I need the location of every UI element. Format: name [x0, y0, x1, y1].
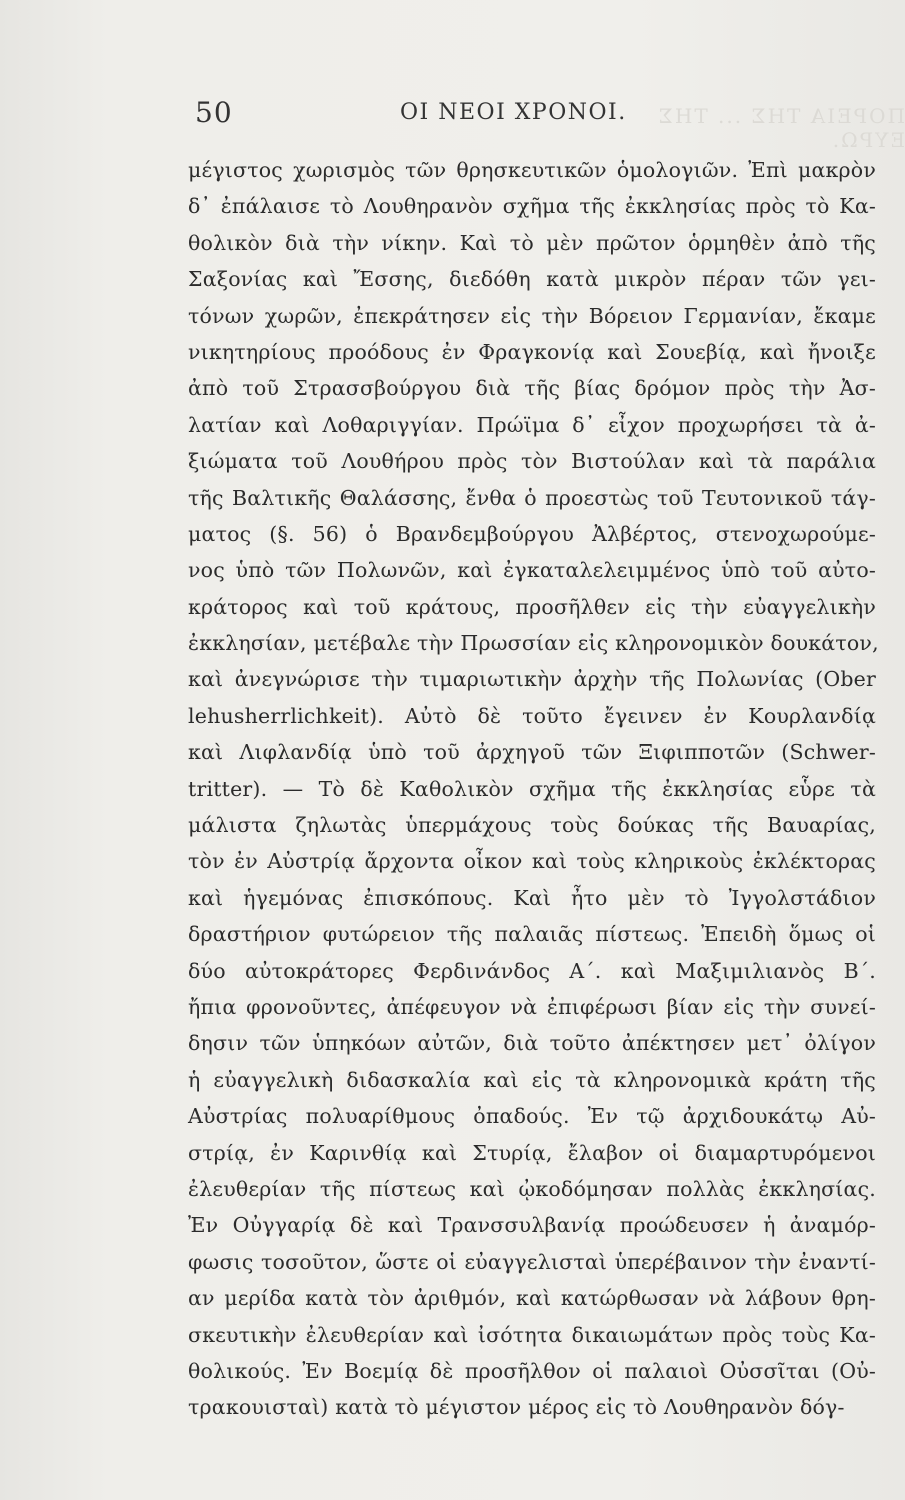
- show-through-text: ΠΟΡΕΙΑ ΤΗΣ ... ΤΗΣ ΕΥΡΩ.: [656, 104, 905, 152]
- text-line: Σαξονίας καὶ Ἔσσης, διεδόθη κατὰ μικρὸν πέραν τῶν γει-: [188, 267, 876, 292]
- running-head: ΟΙ ΝΕΟΙ ΧΡΟΝΟΙ.: [400, 100, 627, 125]
- text-line: ἐλευθερίαν τῆς πίστεως καὶ ᾠκοδόμησαν πολλὰς ἐκκλησίας.: [188, 1176, 876, 1201]
- text-line: νος ὑπὸ τῶν Πολωνῶν, καὶ ἐγκαταλελειμμένος ὑπὸ τοῦ αὐτο-: [188, 558, 876, 583]
- text-line: τῆς Βαλτικῆς Θαλάσσης, ἔνθα ὁ προεστὼς τοῦ Τευτονικοῦ τάγ-: [188, 485, 876, 510]
- text-line: ἀπὸ τοῦ Στρασσβούργου διὰ τῆς βίας δρόμον πρὸς τὴν Ἀσ-: [188, 376, 876, 401]
- text-line: καὶ ἡγεμόνας ἐπισκόπους. Καὶ ἦτο μὲν τὸ Ἰγγολστάδιον: [188, 885, 876, 910]
- text-line: κράτορος καὶ τοῦ κράτους, προσῆλθεν εἰς τὴν εὐαγγελικὴν: [188, 594, 876, 619]
- text-line: μάλιστα ζηλωτὰς ὑπερμάχους τοὺς δούκας τῆς Βαυαρίας,: [188, 813, 876, 838]
- text-line: ἤπια φρονοῦντες, ἀπέφευγον νὰ ἐπιφέρωσι βίαν εἰς τὴν συνεί-: [188, 994, 876, 1019]
- text-line: δραστήριον φυτώρειον τῆς παλαιᾶς πίστεως. Ἐπειδὴ ὅμως οἱ: [188, 922, 876, 947]
- text-line: δησιν τῶν ὑπηκόων αὐτῶν, διὰ τοῦτο ἀπέκτησεν μετ᾽ ὀλίγον: [188, 1031, 876, 1056]
- text-line: καὶ Λιφλανδίᾳ ὑπὸ τοῦ ἀρχηγοῦ τῶν Ξιφιπποτῶν (Schwer-: [188, 740, 876, 765]
- page-number: 50: [195, 96, 233, 129]
- text-line: Ἐν Οὐγγαρίᾳ δὲ καὶ Τρανσσυλβανίᾳ προώδευσεν ἡ ἀναμόρ-: [188, 1213, 876, 1238]
- text-line: σκευτικὴν ἐλευθερίαν καὶ ἰσότητα δικαιωμάτων πρὸς τοὺς Κα-: [188, 1322, 876, 1347]
- text-line: θολικούς. Ἐν Βοεμίᾳ δὲ προσῆλθον οἱ παλαιοὶ Οὐσσῖται (Οὐ-: [188, 1358, 876, 1383]
- text-line: ματος (§. 56) ὁ Βρανδεμβούργου Ἀλβέρτος, στενοχωρούμε-: [188, 521, 876, 546]
- text-line: τόνων χωρῶν, ἐπεκράτησεν εἰς τὴν Βόρειον Γερμανίαν, ἔκαμε: [188, 303, 876, 328]
- text-line: ἡ εὐαγγελικὴ διδασκαλία καὶ εἰς τὰ κληρονομικὰ κράτη τῆς: [188, 1067, 876, 1092]
- text-line: φωσις τοσοῦτον, ὥστε οἱ εὐαγγελισταὶ ὑπερέβαινον τὴν ἐναντί-: [188, 1249, 876, 1274]
- text-line: τρακουισταὶ) κατὰ τὸ μέγιστον μέρος εἰς τὸ Λουθηρανὸν δόγ-: [188, 1395, 845, 1420]
- text-line: νικητηρίους προόδους ἐν Φραγκονίᾳ καὶ Σουεβίᾳ, καὶ ἤνοιξε: [188, 339, 876, 364]
- text-line: αν μερίδα κατὰ τὸν ἀριθμόν, καὶ κατώρθωσαν νὰ λάβουν θρη-: [188, 1286, 876, 1311]
- text-line: μέγιστος χωρισμὸς τῶν θρησκευτικῶν ὁμολογιῶν. Ἐπὶ μακρὸν: [188, 158, 876, 182]
- text-line: ξιώματα τοῦ Λουθήρου πρὸς τὸν Βιστούλαν καὶ τὰ παράλια: [188, 449, 876, 474]
- text-line: ἐκκλησίαν, μετέβαλε τὴν Πρωσσίαν εἰς κληρονομικὸν δουκάτον,: [188, 631, 879, 656]
- text-line: τὸν ἐν Αὐστρίᾳ ἄρχοντα οἶκον καὶ τοὺς κληρικοὺς ἐκλέκτορας: [188, 849, 876, 874]
- page-header: [195, 96, 875, 136]
- text-line: στρίᾳ, ἐν Καρινθίᾳ καὶ Στυρίᾳ, ἔλαβον οἱ διαμαρτυρόμενοι: [188, 1140, 876, 1165]
- text-line: tritter). — Τὸ δὲ Καθολικὸν σχῆμα τῆς ἐκκλησίας εὗρε τὰ: [188, 776, 876, 801]
- text-line: θολικὸν διὰ τὴν νίκην. Καὶ τὸ μὲν πρῶτον ὁρμηθὲν ἀπὸ τῆς: [188, 230, 876, 255]
- text-line: δύο αὐτοκράτορες Φερδινάνδος Α΄. καὶ Μαξιμιλιανὸς Β΄.: [188, 958, 876, 983]
- text-line: Αὐστρίας πολυαρίθμους ὀπαδούς. Ἐν τῷ ἀρχιδουκάτῳ Αὐ-: [188, 1104, 876, 1129]
- text-line: λατίαν καὶ Λοθαριγγίαν. Πρώϊμα δ᾽ εἶχον προχωρήσει τὰ ἀ-: [188, 412, 876, 437]
- text-line: καὶ ἀνεγνώρισε τὴν τιμαριωτικὴν ἀρχὴν τῆς Πολωνίας (Ober: [188, 667, 876, 692]
- text-line: lehusherrlichkeit). Αὐτὸ δὲ τοῦτο ἔγεινεν ἐν Κουρλανδίᾳ: [188, 703, 876, 728]
- body-text: [188, 152, 879, 1426]
- text-line: δ᾽ ἐπάλαισε τὸ Λουθηρανὸν σχῆμα τῆς ἐκκλησίας πρὸς τὸ Κα-: [188, 194, 876, 219]
